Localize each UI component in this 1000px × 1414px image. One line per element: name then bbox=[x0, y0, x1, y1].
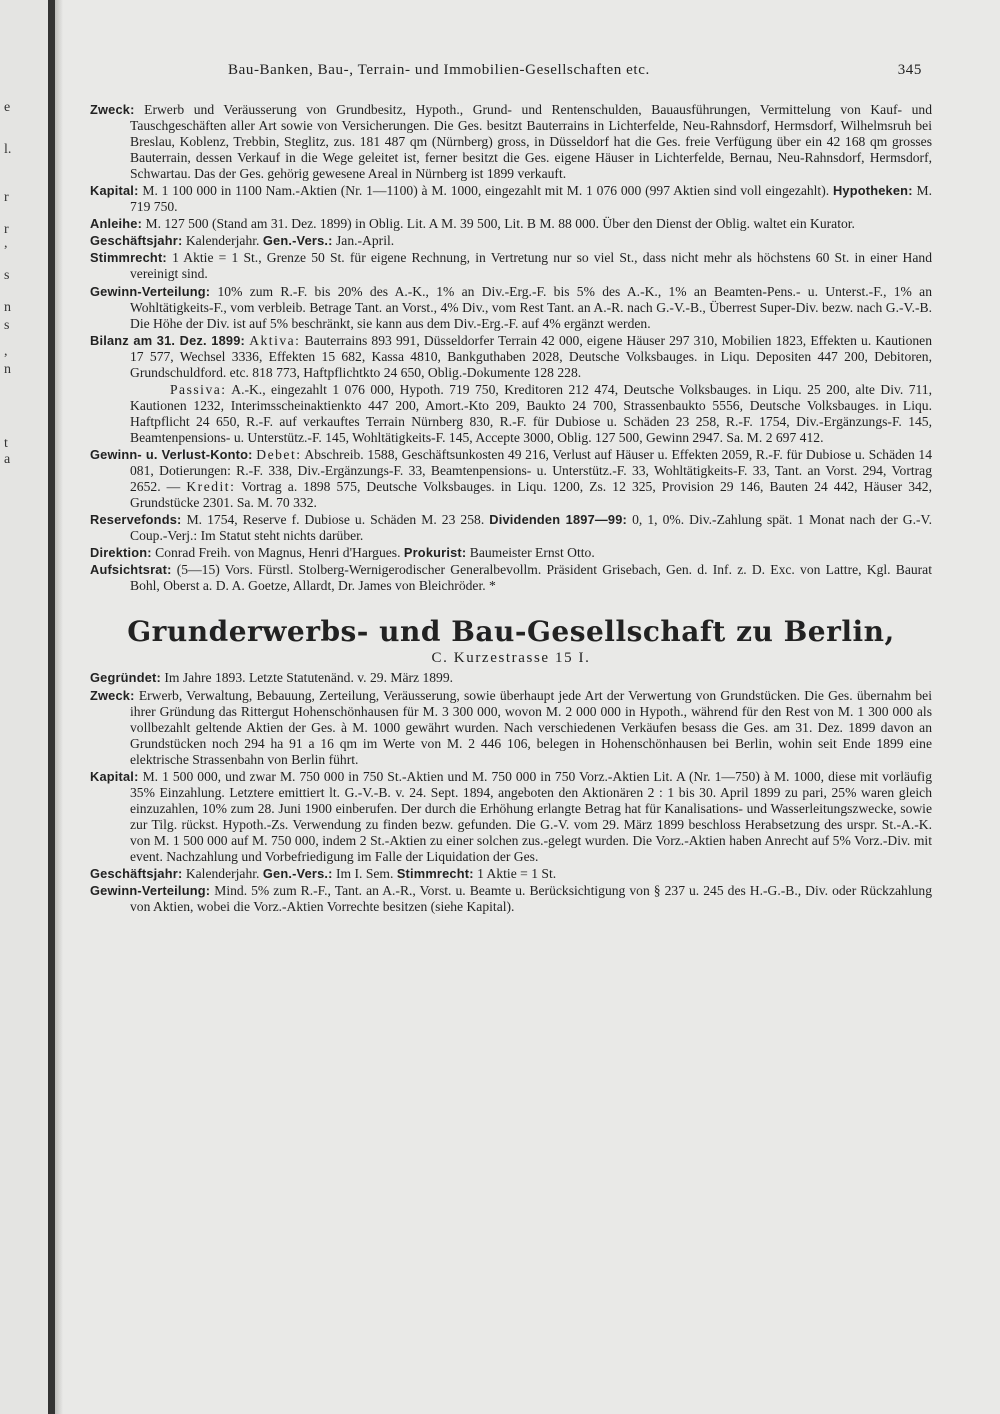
geschaeftsjahr-label: Geschäftsjahr: bbox=[90, 233, 183, 249]
kredit-label: Kredit: bbox=[186, 479, 236, 495]
kapital-entry bbox=[90, 183, 932, 215]
stimmrecht-text: 1 Aktie = 1 St., Grenze 50 St. für eigene Rechnung, in Vertretung nur so viel St., dass nicht mehr als höchstens 60 St. in einer Hand vereinigt sind. bbox=[130, 250, 932, 282]
gegruendet-label: Gegründet: bbox=[90, 670, 161, 686]
margin-mark: s bbox=[4, 268, 10, 283]
zweck-entry bbox=[90, 102, 932, 182]
kapital-label-2: Kapital: bbox=[90, 768, 139, 784]
direktion-text: Conrad Freih. von Magnus, Henri d'Hargues. bbox=[155, 545, 401, 561]
page-gutter bbox=[48, 0, 55, 1414]
gewinn-verteilung-entry bbox=[90, 284, 932, 332]
geschaeftsjahr-text-2: Kalenderjahr. bbox=[185, 866, 260, 882]
margin-mark: r bbox=[4, 222, 9, 237]
anleihe-label: Anleihe: bbox=[90, 216, 143, 232]
hypotheken-text: M. 719 750. bbox=[130, 183, 932, 215]
stimmrecht-entry bbox=[90, 250, 932, 282]
margin-mark: l. bbox=[4, 142, 12, 157]
reservefonds-entry bbox=[90, 512, 932, 544]
zweck-label-2: Zweck: bbox=[90, 687, 135, 703]
gegruendet-entry bbox=[90, 670, 932, 686]
guv-label: Gewinn- u. Verlust-Konto: bbox=[90, 446, 253, 462]
aufsichtsrat-label: Aufsichtsrat: bbox=[90, 562, 172, 578]
running-header bbox=[90, 62, 932, 86]
aktiva-text: Bauterrains 893 991, Düsseldorfer Terrain 42 000, eigene Häuser 297 310, Mobilien 1823, Effekten u. Kautionen 17 577, Wechsel 3336, Effekten 15 682, Kassa 4810, Bankguthaben 2028, Deutsche Volksbauges. in Liqu. Depositen 447 200, Debitoren, Grundschuldford. etc. 818 773, Haftpflichtkto 24 650, Oblig.-Dokumente 128 228. bbox=[130, 332, 932, 380]
company-title: Grunderwerbs- und Bau-Gesellschaft zu Berlin, bbox=[127, 615, 895, 649]
stimmrecht-label: Stimmrecht: bbox=[90, 250, 167, 266]
aktiva-label: Aktiva: bbox=[249, 332, 301, 348]
margin-mark: , bbox=[4, 344, 8, 359]
genvers-label-2: Gen.-Vers.: bbox=[262, 866, 333, 882]
passiva-label: Passiva: bbox=[170, 381, 227, 397]
stimmrecht-text-2: 1 Aktie = 1 St. bbox=[477, 866, 557, 882]
gutter-shadow bbox=[55, 0, 63, 1414]
bilanz-label: Bilanz am 31. Dez. 1899: bbox=[90, 332, 246, 348]
gewinn-verteilung-label-2: Gewinn-Verteilung: bbox=[90, 883, 211, 899]
margin-mark: s bbox=[4, 318, 10, 333]
geschaeftsjahr-entry-2 bbox=[90, 866, 932, 882]
gewinn-verteilung-entry-2 bbox=[90, 883, 932, 915]
company-address: C. Kurzestrasse 15 I. bbox=[431, 650, 591, 667]
page-content bbox=[90, 102, 932, 916]
kapital-entry-2 bbox=[90, 769, 932, 865]
zweck-text: Erwerb und Veräusserung von Grundbesitz, Hypoth., Grund- und Rentenschulden, Bauausführungen, Vermittelung von Kauf- und Tauschgeschäften aller Art sowie von Versicherungen. Die Ges. besitzt Bauterrains in Lichterfelde, Neu-Rahnsdorf, Hermsdorf, Wilhelmsruh bei Breslau, Koblenz, Trebbin, Steglitz, zus. 181 487 qm (Nürnberg) gross, in Düsseldorf hat die Ges. freie Verfügung über ein 42 168 qm grosses Bauterrain, dessen Verkauf in die Wege geleitet ist, ferner besitzt die Ges. eigene Häuser in Lichterfelde, Bernau, Neu-Rahnsdorf, Hermsdorf, Schwartau. Das der Ges. gehörig gewesene Areal in Nürnberg ist 1899 verkauft. bbox=[130, 102, 932, 182]
kapital-text: M. 1 100 000 in 1100 Nam.-Aktien (Nr. 1—1100) à M. 1000, eingezahlt mit M. 1 076 000 (997 Aktien sind voll eingezahlt). bbox=[142, 183, 830, 199]
margin-mark: n bbox=[4, 362, 11, 377]
left-page-edge bbox=[0, 0, 52, 1414]
zweck-entry-2 bbox=[90, 688, 932, 768]
prokurist-text: Baumeister Ernst Otto. bbox=[469, 545, 595, 561]
margin-mark: r bbox=[4, 190, 9, 205]
geschaeftsjahr-entry bbox=[90, 233, 932, 249]
direktion-label: Direktion: bbox=[90, 545, 152, 561]
genvers-text-2: Im I. Sem. bbox=[336, 866, 394, 882]
hypotheken-label: Hypotheken: bbox=[832, 183, 913, 199]
prokurist-label: Prokurist: bbox=[403, 545, 467, 561]
anleihe-entry bbox=[90, 216, 932, 232]
dividenden-text: 0, 1, 0%. Div.-Zahlung spät. 1 Monat nach der G.-V. Coup.-Verj.: Im Statut steht nichts darüber. bbox=[130, 512, 932, 544]
guv-entry bbox=[90, 447, 932, 511]
margin-mark: n bbox=[4, 300, 11, 315]
reservefonds-label: Reservefonds: bbox=[90, 512, 182, 528]
debet-text: Abschreib. 1588, Geschäftsunkosten 49 216, Verlust auf Häuser u. Effekten 2059, R.-F. für Dubiose u. Schäden 14 081, Dotierungen: R.-F. 338, Div.-Ergänzungs-F. 33, Beamtenpensions- u. Unterstütz.-F. 33, Wohltätigkeits-F. 33, Tant. an Vorst. 294, Vortrag 2652. — bbox=[130, 446, 932, 495]
stimmrecht-label-2: Stimmrecht: bbox=[396, 866, 474, 882]
kredit-text: Vortrag a. 1898 575, Deutsche Volksbauges. in Liqu. 1200, Zs. 12 325, Provision 29 146, Bauten 24 442, Häuser 342, Grundstücke 2301. Sa. M. 70 332. bbox=[130, 479, 932, 511]
anleihe-text: M. 127 500 (Stand am 31. Dez. 1899) in Oblig. Lit. A M. 39 500, Lit. B M. 88 000. Über den Dienst der Oblig. waltet ein Kurator. bbox=[145, 216, 855, 232]
passiva-text: A.-K., eingezahlt 1 076 000, Hypoth. 719 750, Kreditoren 212 474, Deutsche Volksbauges. in Liqu. 25 200, alte Div. 711, Kautionen 1232, Interimsscheinaktienkto 447 200, Amort.-Kto 209, Baukto 24 700, Strassenbaukto 5556, Deutsche Volksbauges. in Liqu. Haftpflicht 24 650, R.-F. auf verkauftes Terrain Nürnberg 830, R.-F. für Dubiose u. Schäden 23 258, R.-F. 1754, Div.-Ergänzungs-F. 145, Beamtenpensions- u. Unterstütz.-F. 145, Wohltätigkeits-F. 145, Accepte 3000, Oblig. 127 500, Gewinn 2947. Sa. M. 2 697 412. bbox=[130, 381, 932, 445]
margin-mark: a bbox=[4, 452, 11, 467]
genvers-text: Jan.-April. bbox=[336, 233, 395, 249]
running-title: Bau-Banken, Bau-, Terrain- und Immobilien-Gesellschaften etc. bbox=[228, 62, 650, 78]
genvers-label: Gen.-Vers.: bbox=[262, 233, 333, 249]
debet-label: Debet: bbox=[256, 446, 302, 462]
direktion-entry bbox=[90, 545, 932, 561]
passiva-entry bbox=[90, 382, 932, 446]
geschaeftsjahr-text: Kalenderjahr. bbox=[185, 233, 260, 249]
reservefonds-text: M. 1754, Reserve f. Dubiose u. Schäden M. 23 258. bbox=[186, 512, 485, 528]
page-number: 345 bbox=[897, 62, 922, 78]
aufsichtsrat-text: (5—15) Vors. Fürstl. Stolberg-Wernigerodischer Generalbevollm. Präsident Grisebach, Gen. d. Inf. z. D. Exc. von Lattre, Kgl. Baurat Bohl, Oberst a. D. A. Goetze, Allardt, Dr. James von Bleichröder. * bbox=[130, 562, 932, 594]
geschaeftsjahr-label-2: Geschäftsjahr: bbox=[90, 866, 183, 882]
kapital-label: Kapital: bbox=[90, 183, 139, 199]
bilanz-entry bbox=[90, 333, 932, 381]
zweck-text-2: Erwerb, Verwaltung, Bebauung, Zerteilung, Veräusserung, sowie überhaupt jede Art der Verwertung von Grundstücken. Die Ges. übernahm bei ihrer Gründung das Rittergut Hohenschönhausen für M. 3 300 000, wovon M. 2 000 000 in Hypoth., während für den Rest von M. 1 300 000 als vollbezahlt geltende Aktien der Ges. à M. 1000 gewährt wurden. Nach verschiedenen Verkäufen besass die Ges. am 31. Dez. 1899 davon an Grundstücken noch 294 ha 91 a 16 qm im Werte von M. 2 446 106, belegen in Hohenschönhausen bei Berlin, wohin seit Ende 1899 eine elektrische Strassenbahn von Berlin führt. bbox=[130, 687, 932, 767]
margin-mark: e bbox=[4, 100, 11, 115]
margin-mark: t bbox=[4, 436, 8, 451]
gegruendet-text: Im Jahre 1893. Letzte Statutenänd. v. 29. März 1899. bbox=[164, 670, 454, 686]
zweck-label: Zweck: bbox=[90, 102, 135, 117]
gewinn-verteilung-text-2: Mind. 5% zum R.-F., Tant. an A.-R., Vorst. u. Beamte u. Berücksichtigung von § 237 u. 245 des H.-G.-B., Div. oder Rückzahlung von Aktien, wobei die Vorz.-Aktien Vorrechte besitzen (siehe Kapital). bbox=[130, 883, 932, 915]
margin-mark: , bbox=[4, 236, 8, 251]
aufsichtsrat-entry bbox=[90, 562, 932, 594]
kapital-text-2: M. 1 500 000, und zwar M. 750 000 in 750 St.-Aktien und M. 750 000 in 750 Vorz.-Aktien Lit. A (Nr. 1—750) à M. 1000, diese mit vorläufig 35% Einzahlung. Letztere emittiert lt. G.-V.-B. v. 24. Sept. 1894, angeboten den Aktionären 2 : 1 bis 30. April 1899 zu pari, 25% waren gleich einzuzahlen, 10% zum 28. Juni 1900 einberufen. Der durch die Erhöhung erlangte Betrag hat für Kanalisations- und Wasserleitungszwecke, sowie zur Tilg. rückst. Hypoth.-Zs. Verwendung zu finden bezw. gefunden. Die G.-V. vom 29. März 1899 beschloss Herabsetzung des urspr. St.-A.-K. von M. 1 500 000 auf M. 750 000, indem 2 St.-Aktien zu einer solchen zus.-gelegt wurden. Die Vorz.-Aktien haben Anrecht auf 5% Vorz.-Div. mit event. Nachzahlung und Vorbefriedigung im Falle der Liquidation der Ges. bbox=[130, 768, 932, 864]
gewinn-verteilung-text: 10% zum R.-F. bis 20% des A.-K., 1% an Div.-Erg.-F. bis 5% des A.-K., 1% an Beamten-Pens.- u. Unterst.-F., 1% an Wohltätigkeits-F., vom verbleib. Betrage Tant. an Vorst., 4% Div., vom Rest Tant. an A.-R. nach G.-V.-B., Überrest Super-Div. bezw. nach G.-V.-B. Die Höhe der Div. ist auf 5% beschränkt, sie kann aus dem Div.-Erg.-F. auf 4% ergänzt werden. bbox=[130, 283, 932, 331]
dividenden-label: Dividenden 1897—99: bbox=[489, 512, 628, 528]
gewinn-verteilung-label: Gewinn-Verteilung: bbox=[90, 283, 211, 299]
